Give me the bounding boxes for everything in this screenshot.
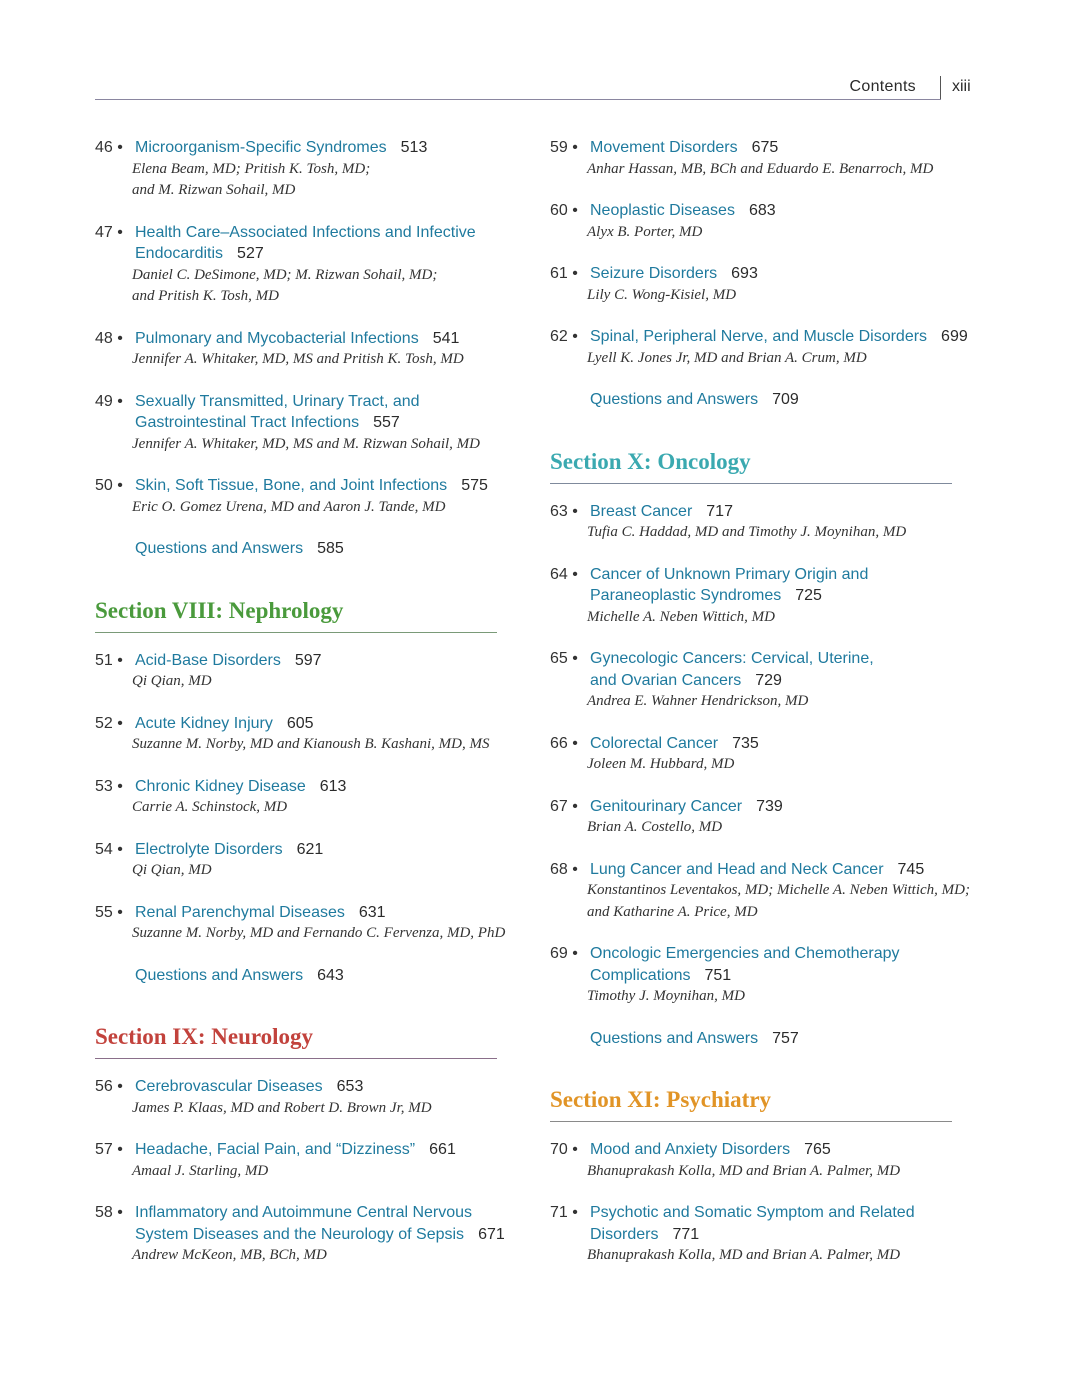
chapter-title-link[interactable]: Acid-Base Disorders <box>135 651 281 669</box>
qa-label[interactable]: Questions and Answers <box>135 540 304 557</box>
chapter-title-line <box>590 1202 980 1224</box>
chapter-number: 65 • <box>550 650 578 667</box>
entry-group <box>95 1076 535 1267</box>
chapter-authors: Bhanuprakash Kolla, MD and Brian A. Palmer, MD <box>587 1247 901 1263</box>
chapter-authors: Qi Qian, MD <box>132 862 212 878</box>
qa-label[interactable]: Questions and Answers <box>590 391 759 408</box>
chapter-authors: Elena Beam, MD; Pritish K. Tosh, MD; <box>132 160 371 177</box>
toc-entry <box>550 1202 980 1267</box>
chapter-title-line <box>135 902 535 924</box>
chapter-authors: Suzanne M. Norby, MD and Kianoush B. Kashani, MD, MS <box>132 736 490 752</box>
section-heading-neurology <box>95 1022 535 1059</box>
chapter-number: 47 • <box>95 223 123 241</box>
entry-group <box>550 137 980 369</box>
entry-group <box>550 501 980 1008</box>
chapter-authors: Timothy J. Moynihan, MD <box>587 988 745 1004</box>
chapter-title-link[interactable]: Health Care–Associated Infections and Infective <box>135 223 476 241</box>
chapter-title-line <box>135 328 535 350</box>
entry-group <box>95 137 535 518</box>
chapter-title-line <box>590 733 980 755</box>
toc-entry <box>550 1139 980 1182</box>
chapter-page: 661 <box>429 1141 456 1158</box>
chapter-number: 68 • <box>550 860 578 878</box>
right-column <box>550 137 980 1287</box>
chapter-number: 71 • <box>550 1204 578 1221</box>
chapter-title-line <box>590 564 980 586</box>
chapter-title-link[interactable]: Disorders <box>590 1225 659 1243</box>
chapter-title-link[interactable]: Electrolyte Disorders <box>135 840 283 858</box>
section-title: Section VIII: Nephrology <box>95 597 344 623</box>
chapter-title-link[interactable]: Acute Kidney Injury <box>135 714 273 732</box>
section-heading-nephrology <box>95 596 535 633</box>
toc-entry <box>550 200 980 243</box>
chapter-title-link[interactable]: Lung Cancer and Head and Neck Cancer <box>590 860 884 878</box>
left-column <box>95 137 535 1287</box>
chapter-title-link[interactable]: Chronic Kidney Disease <box>135 777 306 795</box>
chapter-authors: Daniel C. DeSimone, MD; M. Rizwan Sohail, MD; <box>132 266 438 283</box>
chapter-title-link[interactable]: Breast Cancer <box>590 502 693 520</box>
qa-page: 643 <box>317 966 344 984</box>
chapter-authors: Suzanne M. Norby, MD and Fernando C. Fervenza, MD, PhD <box>132 925 506 941</box>
chapter-number: 61 • <box>550 265 578 282</box>
chapter-title-line <box>135 1224 535 1246</box>
chapter-authors: Lily C. Wong-Kisiel, MD <box>587 286 737 303</box>
section-rule <box>550 483 952 484</box>
chapter-page: 671 <box>478 1225 505 1243</box>
toc-entry <box>95 713 535 756</box>
chapter-title-line <box>135 412 535 434</box>
chapter-title-line <box>590 943 980 965</box>
chapter-title-line <box>135 222 535 244</box>
chapter-page: 675 <box>751 139 779 156</box>
toc-entry <box>550 648 980 713</box>
chapter-page: 613 <box>319 777 347 795</box>
chapter-page: 653 <box>336 1078 364 1095</box>
toc-entry <box>95 650 535 693</box>
chapter-number: 63 • <box>550 502 578 520</box>
section-title: Section X: Oncology <box>550 448 751 474</box>
running-head-label: Contents <box>849 78 916 95</box>
chapter-page: 557 <box>373 414 400 431</box>
chapter-title-line <box>590 137 980 159</box>
chapter-number: 66 • <box>550 734 578 752</box>
toc-entry <box>95 137 535 202</box>
qa-label[interactable]: Questions and Answers <box>590 1029 759 1047</box>
chapter-title-line <box>135 776 535 798</box>
chapter-number: 49 • <box>95 392 123 410</box>
chapter-page: 527 <box>237 245 264 262</box>
toc-entry <box>550 943 980 1008</box>
chapter-title-line <box>590 200 980 222</box>
chapter-title-line <box>135 1076 535 1098</box>
chapter-authors: Konstantinos Leventakos, MD; Michelle A. Neben Wittich, MD; <box>587 882 970 898</box>
chapter-title-line <box>590 648 980 670</box>
toc-entry <box>550 501 980 544</box>
chapter-title-link[interactable]: Cancer of Unknown Primary Origin and <box>590 565 869 583</box>
chapter-page: 513 <box>400 139 428 156</box>
qa-label[interactable]: Questions and Answers <box>135 966 304 984</box>
chapter-number: 60 • <box>550 202 578 219</box>
chapter-number: 70 • <box>550 1141 578 1158</box>
chapter-title-link[interactable]: System Diseases and the Neurology of Sepsis <box>135 1225 465 1243</box>
chapter-page: 631 <box>358 903 386 921</box>
chapter-title-line <box>135 713 535 735</box>
chapter-authors: Tufia C. Haddad, MD and Timothy J. Moynihan, MD <box>587 524 907 540</box>
chapter-page: 765 <box>804 1141 831 1158</box>
chapter-number: 62 • <box>550 328 578 345</box>
chapter-authors: and M. Rizwan Sohail, MD <box>132 182 296 198</box>
qa-page: 757 <box>772 1029 799 1047</box>
toc-entry <box>95 776 535 819</box>
chapter-title-link[interactable]: Spinal, Peripheral Nerve, and Muscle Disorders <box>590 328 928 345</box>
chapter-title-link[interactable]: Mood and Anxiety Disorders <box>590 1141 791 1158</box>
chapter-page: 597 <box>294 651 322 669</box>
chapter-title-link[interactable]: Renal Parenchymal Diseases <box>135 903 345 921</box>
chapter-number: 56 • <box>95 1078 123 1095</box>
chapter-authors: Jennifer A. Whitaker, MD, MS and Pritish K. Tosh, MD <box>132 351 464 367</box>
chapter-title-link[interactable]: Pulmonary and Mycobacterial Infections <box>135 329 419 347</box>
chapter-title-line <box>135 839 535 861</box>
chapter-title-link[interactable]: Paraneoplastic Syndromes <box>590 587 782 604</box>
chapter-title-line <box>135 137 535 159</box>
section-rule <box>95 1058 497 1059</box>
chapter-page: 621 <box>296 840 324 858</box>
chapter-page: 745 <box>897 860 925 878</box>
chapter-authors: Andrew McKeon, MB, BCh, MD <box>132 1247 327 1263</box>
chapter-page: 605 <box>286 714 314 732</box>
chapter-authors: Eric O. Gomez Urena, MD and Aaron J. Tande, MD <box>132 498 446 515</box>
chapter-number: 67 • <box>550 797 578 815</box>
toc-entry <box>550 564 980 629</box>
section-title: Section XI: Psychiatry <box>550 1087 772 1112</box>
chapter-number: 54 • <box>95 840 123 858</box>
chapter-title-link[interactable]: Colorectal Cancer <box>590 734 719 752</box>
questions-and-answers-link[interactable] <box>95 965 535 987</box>
chapter-title-link[interactable]: Genitourinary Cancer <box>590 797 743 815</box>
chapter-authors: Alyx B. Porter, MD <box>587 223 703 240</box>
chapter-number: 52 • <box>95 714 123 732</box>
toc-entry <box>95 839 535 882</box>
chapter-authors: Carrie A. Schinstock, MD <box>132 799 288 815</box>
chapter-number: 46 • <box>95 139 123 156</box>
section-heading-oncology <box>550 447 980 484</box>
section-rule <box>95 632 497 633</box>
chapter-title-line <box>590 1139 980 1161</box>
qa-page: 585 <box>317 540 344 557</box>
chapter-number: 57 • <box>95 1141 123 1158</box>
chapter-page: 739 <box>756 797 783 815</box>
chapter-page: 575 <box>461 477 488 494</box>
chapter-title-line <box>135 475 535 497</box>
chapter-authors: Joleen M. Hubbard, MD <box>587 756 735 772</box>
chapter-title-line <box>135 650 535 672</box>
toc-entry <box>95 1139 535 1182</box>
chapter-authors: and Katharine A. Price, MD <box>587 903 758 920</box>
questions-and-answers-link[interactable] <box>550 389 980 411</box>
section-heading-psychiatry <box>550 1085 980 1122</box>
toc-entry <box>95 222 535 308</box>
chapter-page: 735 <box>732 734 759 752</box>
chapter-page: 725 <box>795 587 822 604</box>
chapter-title-link[interactable]: Endocarditis <box>135 245 224 262</box>
page-number: xiii <box>952 78 971 95</box>
chapter-authors: Bhanuprakash Kolla, MD and Brian A. Palmer, MD <box>587 1162 901 1179</box>
chapter-title-link[interactable]: Headache, Facial Pain, and “Dizziness” <box>135 1141 416 1158</box>
toc-entry <box>550 137 980 180</box>
chapter-title-line <box>590 965 980 987</box>
questions-and-answers-link[interactable] <box>95 538 535 560</box>
chapter-page: 717 <box>706 502 733 520</box>
chapter-title-line <box>590 326 980 348</box>
toc-entry <box>95 1076 535 1119</box>
toc-entry <box>95 475 535 518</box>
chapter-title-link[interactable]: Gastrointestinal Tract Infections <box>135 414 360 431</box>
chapter-title-line <box>135 1202 535 1224</box>
chapter-number: 69 • <box>550 945 578 962</box>
chapter-title-link[interactable]: Microorganism-Specific Syndromes <box>135 139 387 156</box>
chapter-title-link[interactable]: Gynecologic Cancers: Cervical, Uterine, <box>590 650 874 667</box>
chapter-authors: Lyell K. Jones Jr, MD and Brian A. Crum, MD <box>587 349 867 366</box>
chapter-page: 751 <box>704 966 732 984</box>
entry-group <box>95 650 535 945</box>
chapter-number: 53 • <box>95 777 123 795</box>
chapter-authors: Jennifer A. Whitaker, MD, MS and M. Rizwan Sohail, MD <box>132 435 481 452</box>
chapter-title-line <box>590 585 980 607</box>
chapter-authors: Brian A. Costello, MD <box>587 819 723 835</box>
chapter-title-line <box>590 501 980 523</box>
toc-entry <box>95 902 535 945</box>
chapter-number: 59 • <box>550 139 578 156</box>
chapter-page: 683 <box>748 202 776 219</box>
entry-group <box>550 1139 980 1267</box>
toc-entry <box>550 263 980 306</box>
chapter-title-line <box>590 1224 980 1246</box>
chapter-title-line <box>590 263 980 285</box>
toc-entry <box>550 859 980 924</box>
chapter-page: 699 <box>941 328 968 345</box>
chapter-title-line <box>590 796 980 818</box>
chapter-title-line <box>135 391 535 413</box>
toc-entry <box>95 1202 535 1267</box>
chapter-page: 693 <box>731 265 758 282</box>
chapter-title-link[interactable]: Cerebrovascular Diseases <box>135 1078 323 1095</box>
chapter-number: 55 • <box>95 903 123 921</box>
running-head-separator <box>940 76 941 100</box>
chapter-page: 771 <box>672 1225 700 1243</box>
chapter-title-line <box>135 243 535 265</box>
chapter-page: 729 <box>755 671 782 689</box>
qa-page: 709 <box>772 391 799 408</box>
chapter-title-line <box>135 1139 535 1161</box>
chapter-title-link[interactable]: Seizure Disorders <box>590 265 718 282</box>
questions-and-answers-link[interactable] <box>550 1028 980 1050</box>
chapter-title-link[interactable]: Complications <box>590 966 691 984</box>
chapter-authors: James P. Klaas, MD and Robert D. Brown Jr, MD <box>132 1099 432 1116</box>
chapter-number: 50 • <box>95 477 123 494</box>
chapter-title-link[interactable]: Psychotic and Somatic Symptom and Related <box>590 1204 915 1221</box>
chapter-title-link[interactable]: Movement Disorders <box>590 139 738 156</box>
running-head <box>0 76 1080 100</box>
chapter-number: 64 • <box>550 565 578 583</box>
chapter-title-line <box>590 859 980 881</box>
chapter-number: 58 • <box>95 1204 123 1221</box>
section-title: Section IX: Neurology <box>95 1024 314 1049</box>
toc-entry <box>550 326 980 369</box>
chapter-page: 541 <box>432 329 460 347</box>
chapter-authors: Qi Qian, MD <box>132 673 212 689</box>
section-rule <box>550 1121 952 1122</box>
chapter-number: 48 • <box>95 329 123 347</box>
chapter-title-link[interactable]: Skin, Soft Tissue, Bone, and Joint Infections <box>135 477 448 494</box>
chapter-title-link[interactable]: and Ovarian Cancers <box>590 671 742 689</box>
chapter-authors: Amaal J. Starling, MD <box>132 1162 269 1179</box>
chapter-authors: Anhar Hassan, MB, BCh and Eduardo E. Benarroch, MD <box>587 160 934 177</box>
chapter-title-link[interactable]: Oncologic Emergencies and Chemotherapy <box>590 945 900 962</box>
chapter-title-link[interactable]: Neoplastic Diseases <box>590 202 735 219</box>
chapter-title-link[interactable]: Sexually Transmitted, Urinary Tract, and <box>135 392 420 410</box>
chapter-number: 51 • <box>95 651 123 669</box>
toc-entry <box>95 328 535 371</box>
toc-entry <box>550 733 980 776</box>
toc-entry <box>95 391 535 456</box>
chapter-authors: Michelle A. Neben Wittich, MD <box>587 608 776 625</box>
header-rule <box>95 99 941 100</box>
chapter-title-line <box>590 670 980 692</box>
chapter-authors: and Pritish K. Tosh, MD <box>132 288 279 304</box>
chapter-title-link[interactable]: Inflammatory and Autoimmune Central Nervous <box>135 1204 473 1221</box>
chapter-authors: Andrea E. Wahner Hendrickson, MD <box>587 693 809 709</box>
toc-entry <box>550 796 980 839</box>
